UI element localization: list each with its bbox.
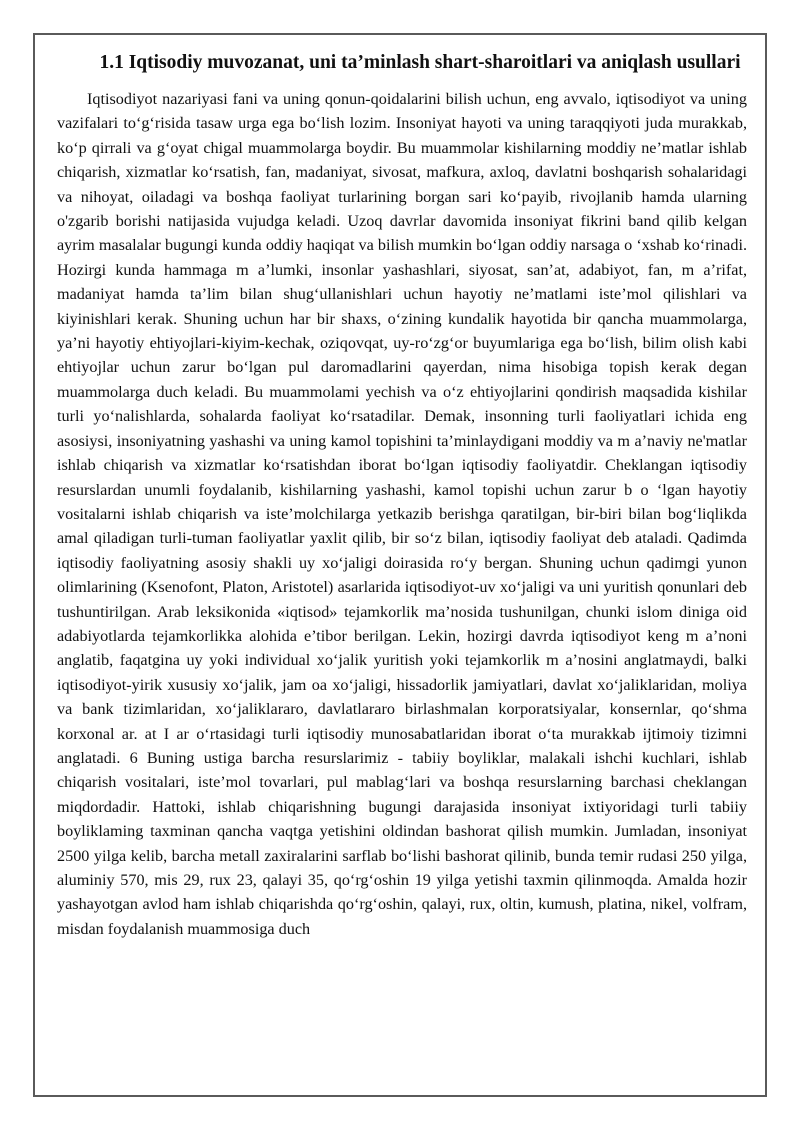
body-paragraph: Iqtisodiyot nazariyasi fani va uning qonun-qoidalarini bilish uchun, eng avvalo, iqtisodiyot va uning vazifalari to‘g‘risida tasaw urga ega bo‘lish lozim. Insoniyat hayoti va uning taraqqiyoti juda murakkab, ko‘p qirrali va g‘oyat chigal muammolarga boydir. Bu muammolar kishilarning moddiy ne’matlar ishlab chiqarish, xizmatlar ko‘rsatish, fan, madaniyat, sivosat, mafkura, axloq, davlatni boshqarish sohalaridagi va nihoyat, oiladagi va boshqa faoliyat turlarining borgan sari ko‘payib, rivojlanib hamda ularning o'zgarib borishi natijasida vujudga keladi. Uzoq davrlar davomida insoniyat fikrini band qilib kelgan ayrim masalalar bugungi kunda oddiy haqiqat va bilish mumkin bo‘lgan oddiy narsaga o ‘xshab ko‘rinadi. Hozirgi kunda hammaga m a’lumki, insonlar yashashlari, siyosat, san’at, adabiyot, fan, m a’rifat, madaniyat hamda ta’lim bilan shug‘ullanishlari uchun hayotiy ne’matlami iste’mol qilishlari va kiyinishlari kerak. Shuning uchun har bir shaxs, o‘zining kundalik hayotida bir qancha muammolarga, ya’ni hayotiy ehtiyojlari-kiyim-kechak, oziqovqat, uy-ro‘zg‘or buyumlariga ega bo‘lish, bilim olish kabi ehtiyojlar uchun zarur bo‘lgan pul daromadlarini qayerdan, nima hisobiga topish kerak degan muammolarga duch keladi. Bu muammolami yechish va o‘z ehtiyojlarini qondirish maqsadida kishilar turli yo‘nalishlarda, sohalarda faoliyat ko‘rsatadilar. Demak, insonning turli faoliyatlari ichida eng asosiysi, insoniyatning yashashi va uning kamol topishini ta’minlaydigani moddiy va m a’naviy ne'matlar ishlab chiqarish va xizmatlar ko‘rsatishdan iborat bo‘lgan iqtisodiy faoliyatdir. Cheklangan iqtisodiy resurslardan unumli foydalanib, kishilarning yashashi, kamol topishi uchun zarur b o ‘lgan hayotiy vositalarni ishlab chiqarish va iste’molchilarga yetkazib berishga qaratilgan, bir-biri bilan bog‘liqlikda amal qiladigan turli-tuman faoliyatlar yaxlit qilib, bir so‘z bilan, iqtisodiy faoliyat deb ataladi. Qadimda iqtisodiy faoliyatning asosiy shakli uy xo‘jaligi doirasida ro‘y bergan. Shuning uchun qadimgi yunon olimlarining (Ksenofont, Platon, Aristotel) asarlarida iqtisodiyot-uv xo‘jaligi va uni yuritish qonunlari deb tushuntirilgan. Arab leksikonida «iqtisod» tejamkorlik ma’nosida tushunilgan, chunki islom diniga oid adabiyotlarda tejamkorlikka alohida e’tibor berilgan. Lekin, hozirgi davrda iqtisodiyot keng m a’noni anglatib, faqatgina uy yoki individual xo‘jalik yuritish yoki tejamkorlik m a’nosini anglatmaydi, balki iqtisodiyot-yirik xususiy xo‘jalik, jam oa xo‘jaligi, hissadorlik jamiyatlari, davlat xo‘jaliklaridan, moliya va bank tizimlaridan, xo‘jaliklararo, davlatlararo birlashmalan korporatsiyalar, konsernlar, qo‘shma korxonal ar. at I ar o‘rtasidagi turli iqtisodiy munosabatlaridan iborat o‘ta murakkab ijtimoiy tizimni anglatadi. 6 Buning ustiga barcha resurslarimiz - tabiiy boyliklar, malakali ishchi kuchlari, ishlab chiqarish vositalari, iste’mol tovarlari, pul mablag‘lari va boshqa resurslarning barchasi cheklangan miqdordadir. Hattoki, ishlab chiqarishning bugungi darajasida insoniyat ixtiyoridagi turli tabiiy boyliklaming taxminan qancha vaqtga yetishini oldindan bashorat qilish mumkin. Jumladan, insoniyat 2500 yilga kelib, barcha metall zaxiralarini sarflab bo‘lishi bashorat qilinib, bunda temir rudasi 250 yilga, aluminiy 570, mis 29, rux 23, qalayi 35, qo‘rg‘oshin 19 yilga yetishi taxmin qilinmoqda. Amalda hozir yashayotgan avlod ham ishlab chiqarishda qo‘rg‘oshin, qalayi, rux, oltin, kumush, platina, nikel, volfram, misdan foydalanish muammosiga duch bbox=[57, 90, 747, 938]
section-title: 1.1 Iqtisodiy muvozanat, uni ta’minlash shart-sharoitlari va aniqlash usullari bbox=[99, 52, 741, 73]
page-frame bbox=[33, 33, 767, 1097]
